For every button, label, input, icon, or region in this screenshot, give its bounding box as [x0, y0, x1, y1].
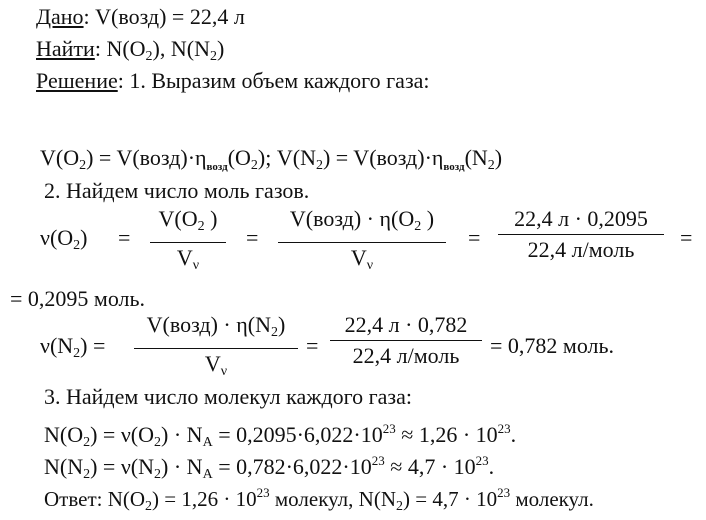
fraction-bar — [150, 242, 226, 243]
num-text: V(O — [158, 206, 198, 231]
find-label: Найти — [36, 36, 95, 61]
solution-line — [36, 68, 430, 94]
denominator: 22,4 л/моль — [527, 237, 635, 262]
denominator — [278, 245, 446, 279]
find-sub: 2 — [145, 49, 153, 64]
num-sub: 2 — [414, 219, 422, 234]
denominator — [134, 351, 298, 385]
num-text: ) — [204, 206, 218, 231]
answer-text: молекул. — [510, 487, 594, 511]
eq-sub: 2 — [73, 238, 81, 253]
eq-sub: 2 — [83, 435, 91, 450]
numerator — [150, 206, 226, 240]
eq-text: . — [488, 454, 495, 479]
eq-sup: 23 — [382, 421, 396, 436]
fraction-numeric-n2 — [330, 312, 482, 369]
eq-sup: 23 — [475, 453, 489, 468]
eq-text: ) = ν(N — [90, 454, 155, 479]
eq-sub: A — [202, 467, 213, 482]
equals-sign: = — [306, 333, 319, 358]
eq-text: . — [510, 422, 517, 447]
numerator — [134, 312, 298, 346]
answer-text: Ответ: N(O — [44, 487, 146, 511]
numerator — [278, 206, 446, 240]
answer-sub: 2 — [145, 499, 153, 514]
eq-text: ) · N — [161, 454, 203, 479]
answer-sub: 2 — [396, 499, 403, 514]
eq-text: ) = ν(O — [90, 422, 155, 447]
den-sub: ν — [192, 258, 200, 273]
eq-text: N(N — [44, 454, 84, 479]
formula-sub: 2 — [487, 158, 495, 173]
eq-text: ) = — [80, 333, 106, 358]
eq-sub: 2 — [73, 346, 81, 361]
find-text: : N(O — [94, 36, 146, 61]
step-2-text: 2. Найдем число моль газов. — [44, 178, 310, 203]
eq-text: ) · N — [161, 422, 203, 447]
den-text: V — [204, 351, 221, 376]
find-text: ), N(N — [152, 36, 210, 61]
given-value: : V(возд) = 22,4 л — [83, 4, 245, 29]
answer-text: молекул, N(N — [269, 487, 396, 511]
formula-text: ) = V(возд)·η — [322, 145, 444, 170]
den-sub: ν — [366, 258, 374, 273]
eq-text: ≈ 1,26 · 10 — [395, 422, 498, 447]
formula-sub: 2 — [315, 158, 323, 173]
eq-text: ≈ 4,7 · 10 — [384, 454, 476, 479]
eq-text: ν(N — [40, 333, 74, 358]
answer-line — [44, 480, 594, 520]
eq-sub: 2 — [154, 467, 162, 482]
formula-text: ) = V(возд)·η — [86, 145, 207, 170]
given-line — [36, 4, 245, 30]
step-1-text: : 1. Выразим объем каждого газа: — [117, 68, 430, 93]
num-text: V(возд) · η(N — [146, 312, 271, 337]
den-text: V — [350, 245, 367, 270]
formula-sub: возд — [206, 161, 228, 173]
denominator — [150, 245, 226, 279]
answer-sup: 23 — [256, 485, 270, 500]
answer-text: ) = 4,7 · 10 — [403, 487, 498, 511]
formula-sub: 2 — [79, 158, 87, 173]
step-3-text: 3. Найдем число молекул каждого газа: — [44, 384, 412, 409]
answer-sup: 23 — [497, 485, 511, 500]
answer-text: ) = 1,26 · 10 — [152, 487, 257, 511]
given-label: Дано — [36, 4, 84, 29]
nu-n2-lhs — [40, 333, 105, 367]
num-text: ) — [277, 312, 286, 337]
eq-sub: 2 — [154, 435, 162, 450]
fraction-numeric-o2 — [498, 206, 664, 263]
fraction-vair-eta-over-vnu — [278, 206, 446, 279]
eq-text: N(O — [44, 422, 84, 447]
nu-o2-result: = 0,2095 моль. — [10, 286, 146, 311]
numerator: 22,4 л · 0,782 — [344, 312, 468, 337]
nu-n2-result: = 0,782 моль. — [490, 333, 615, 358]
formula-sub: 2 — [250, 158, 258, 173]
find-text: ) — [216, 36, 225, 61]
den-sub: ν — [220, 364, 228, 379]
fraction-bar — [498, 234, 664, 235]
eq-text: = 0,782·6,022·10 — [212, 454, 372, 479]
eq-text: ν(O — [40, 225, 74, 250]
numerator: 22,4 л · 0,2095 — [514, 206, 648, 231]
fraction-vair-eta-n2-over-vnu — [134, 312, 298, 385]
equals-sign: = — [246, 225, 259, 250]
find-line — [36, 36, 224, 70]
num-text: V(возд) · η(O — [289, 206, 415, 231]
formula-sub: возд — [443, 161, 465, 173]
formula-volume — [40, 145, 502, 180]
equals-sign: = — [118, 225, 131, 250]
fraction-bar — [134, 348, 298, 349]
num-sub: 2 — [270, 325, 278, 340]
eq-sub: 2 — [83, 467, 91, 482]
eq-sup: 23 — [497, 421, 511, 436]
solution-label: Решение — [36, 68, 118, 93]
eq-text: = 0,2095·6,022·10 — [212, 422, 383, 447]
formula-text: ); V(N — [257, 145, 316, 170]
formula-text: (O — [227, 145, 251, 170]
denominator: 22,4 л/моль — [352, 343, 460, 368]
fraction-bar — [330, 340, 482, 341]
den-text: V — [176, 245, 193, 270]
equals-sign: = — [468, 225, 481, 250]
nu-o2-lhs — [40, 225, 88, 259]
num-text: ) — [421, 206, 435, 231]
eq-text: ) — [80, 225, 88, 250]
eq-sub: A — [202, 435, 213, 450]
eq-sup: 23 — [371, 453, 385, 468]
formula-text: V(O — [40, 145, 80, 170]
find-sub: 2 — [209, 49, 217, 64]
num-sub: 2 — [197, 219, 205, 234]
fraction-vo2-over-vnu — [150, 206, 226, 279]
fraction-bar — [278, 242, 446, 243]
formula-text: (N — [464, 145, 488, 170]
equals-sign: = — [680, 225, 693, 250]
formula-text: ) — [494, 145, 503, 170]
